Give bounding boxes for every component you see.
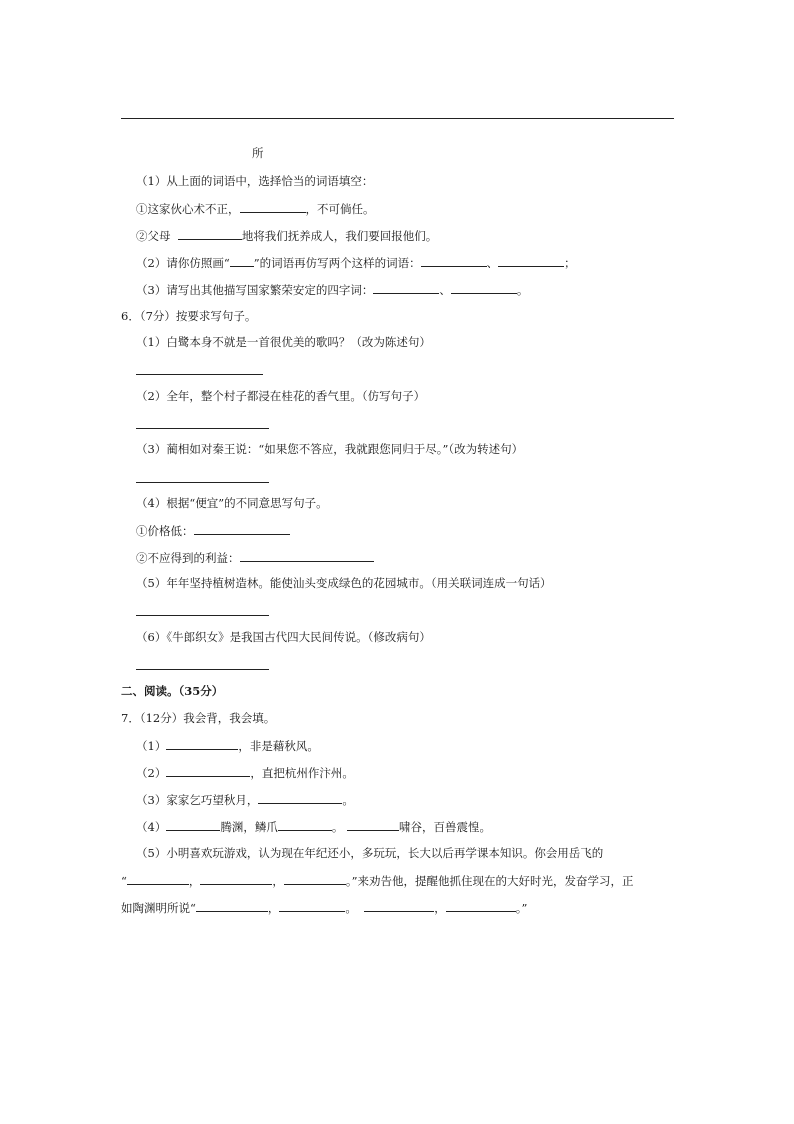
q7-l2: （2） ，直把杭州作汴州。	[136, 766, 354, 780]
q6-s2: （2）全年，整个村子都浸在桂花的香气里。（仿写句子）	[136, 389, 426, 403]
section-reading-title: 二、阅读。（35分）	[121, 684, 224, 698]
answer-blank[interactable]	[446, 900, 516, 912]
q6-s4: （4）根据“便宜”的不同意思写句子。	[136, 496, 328, 510]
q7-title: 7．（12分）我会背，我会填。	[121, 711, 276, 725]
answer-blank[interactable]	[258, 792, 342, 804]
answer-line[interactable]	[136, 428, 269, 429]
answer-blank[interactable]	[451, 282, 517, 294]
q6-s5: （5）年年坚持植树造林。能使汕头变成绿色的花园城市。（用关联词连成一句话）	[136, 576, 552, 590]
answer-blank[interactable]	[127, 873, 189, 885]
answer-blank[interactable]	[240, 550, 374, 562]
q5-part2: （2）请你仿照画“ ”的词语再仿写两个这样的词语： 、 ；	[136, 256, 576, 270]
q6-title: 6．（7分）按要求写句子。	[121, 309, 257, 323]
q7-l3: （3）家家乞巧望秋月， 。	[136, 793, 354, 807]
q7-l1: （1） ，非是藉秋风。	[136, 739, 319, 753]
answer-blank[interactable]	[278, 819, 332, 831]
answer-blank[interactable]	[200, 873, 272, 885]
answer-blank[interactable]	[279, 900, 345, 912]
answer-blank[interactable]	[373, 282, 439, 294]
answer-blank[interactable]	[347, 819, 399, 831]
answer-blank[interactable]	[196, 900, 268, 912]
q6-s3: （3）蔺相如对秦王说：“如果您不答应，我就跟您同归于尽。”（改为转述句）	[136, 442, 524, 456]
answer-blank[interactable]	[178, 228, 242, 240]
q6-s4-b: ②不应得到的利益：	[136, 550, 374, 565]
q6-s4-a: ①价格低：	[136, 523, 290, 538]
answer-line[interactable]	[136, 374, 263, 375]
q6-s1: （1）白鹭本身不就是一首很优美的歌吗？（改为陈述句）	[136, 335, 431, 349]
answer-blank[interactable]	[498, 255, 564, 267]
word-so: 所	[252, 146, 264, 160]
q5-part3: （3）请写出其他描写国家繁荣安定的四字词： 、 。	[136, 283, 529, 297]
q7-l5-line1: （5）小明喜欢玩游戏，认为现在年纪还小，多玩玩，长大以后再学课本知识。你会用岳飞的	[136, 846, 604, 860]
q5-part1: （1）从上面的词语中，选择恰当的词语填空：	[136, 174, 374, 188]
answer-blank[interactable]	[166, 738, 238, 750]
example-underline	[230, 255, 254, 267]
q6-s6: （6）《牛郎织女》是我国古代四大民间传说。（修改病句）	[136, 630, 431, 644]
answer-blank[interactable]	[421, 255, 487, 267]
q5-part1-a: ①这家伙心术不正， ，不可倘任。	[136, 202, 375, 216]
q7-l5-line3: 如陶渊明所说“ ， 。 ， 。”	[121, 901, 528, 915]
header-rule	[121, 118, 674, 119]
q7-l5-line2: “ ， ， 。”来劝告他，提醒他抓住现在的大好时光，发奋学习，正	[121, 874, 634, 888]
answer-blank[interactable]	[364, 900, 434, 912]
answer-blank[interactable]	[166, 819, 220, 831]
q5-part1-b: ②父母 地将我们抚养成人，我们要回报他们。	[136, 229, 438, 243]
answer-line[interactable]	[136, 615, 269, 616]
answer-blank[interactable]	[194, 523, 290, 535]
answer-blank[interactable]	[166, 765, 250, 777]
q7-l4: （4） 腾渊，鳞爪 。 啸谷，百兽震惶。	[136, 820, 491, 834]
answer-blank[interactable]	[240, 201, 306, 213]
answer-line[interactable]	[136, 482, 269, 483]
answer-line[interactable]	[136, 669, 269, 670]
answer-blank[interactable]	[284, 873, 346, 885]
